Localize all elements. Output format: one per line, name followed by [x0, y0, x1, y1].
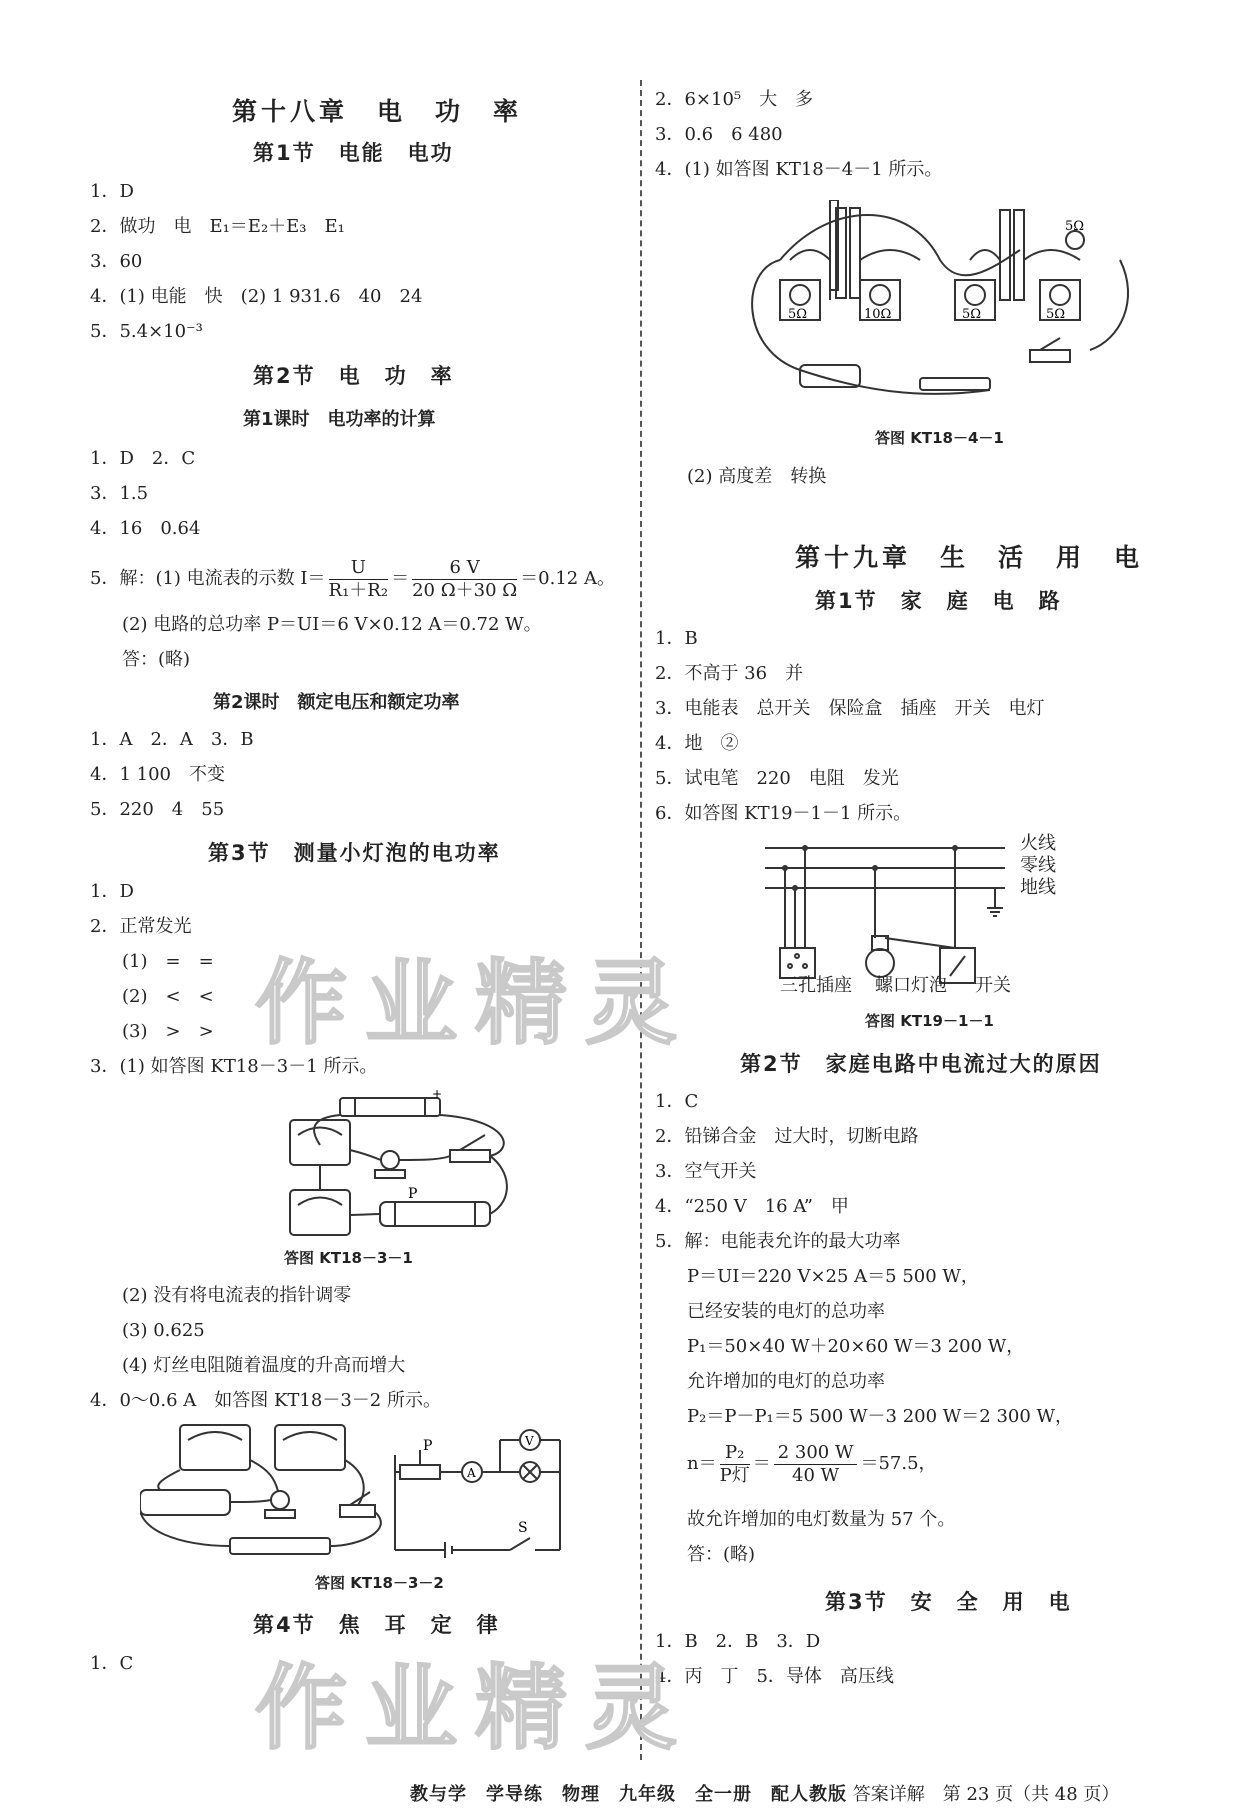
answer-line: 1．A 2．A 3．B — [90, 729, 254, 750]
answer-line: 3．60 — [90, 251, 143, 272]
answer-line: 4．(1) 电能 快 (2) 1 931.6 40 24 — [90, 286, 423, 307]
answer-line: 3．(1) 如答图 KT18－3－1 所示。 — [90, 1056, 378, 1077]
fraction: $\frac{2 300 W}{40 W}$ — [774, 1442, 858, 1487]
answer-line: (2) 电路的总功率 P＝UI＝6 V×0.12 A＝0.72 W。 — [122, 614, 542, 635]
answer-line: 1．C — [655, 1091, 699, 1112]
figure-caption: 答图 KT19－1－1 — [865, 1012, 994, 1030]
answer-line: 5．5.4×10⁻³ — [90, 321, 203, 342]
answer-line: (4) 灯丝电阻随着温度的升高而增大 — [122, 1355, 406, 1376]
answer-line: 4．丙 丁 5．导体 高压线 — [655, 1666, 894, 1687]
answer-line: 1．C — [90, 1653, 134, 1674]
formula-line: 5．解：(1) 电流表的示数 I＝ $\frac{U}{\text{R₁＋R₂}}$ ＝ $\frac{6 V}{20 \Omega+30 \Omega}$ ＝0.12 A。 — [90, 556, 615, 601]
answer-line: (1) = = — [122, 951, 214, 972]
ground-wire-label: 地线 — [1020, 877, 1056, 898]
socket-label: 三孔插座 — [780, 975, 852, 996]
answer-line: 2．6×10⁵ 大 多 — [655, 89, 814, 110]
formula-line: n＝ $\frac{\text{P₂}}{\text{P灯}}$ ＝ $\frac{2 300 W}{40 W}$ ＝57.5， — [687, 1441, 937, 1486]
answer-line: 3．1.5 — [90, 483, 149, 504]
answer-line: 3．空气开关 — [655, 1161, 757, 1182]
svg-text:+: + — [432, 1090, 443, 1101]
answer-line: 1．D — [90, 881, 134, 902]
slider-label: P — [408, 1186, 418, 1202]
section-3-title: 第3节 测量小灯泡的电功率 — [208, 841, 501, 865]
section-1-title: 第1节 电能 电功 — [253, 141, 454, 165]
answer-line: 答：(略) — [122, 649, 191, 670]
answer-line: (2) 高度差 转换 — [687, 466, 827, 487]
svg-text:V: V — [525, 1434, 534, 1448]
section-4-title: 第4节 焦 耳 定 律 — [253, 1613, 500, 1637]
answer-line: 1．D — [90, 181, 134, 202]
answer-line: (3) > > — [122, 1021, 214, 1042]
answer-line: 5．试电笔 220 电阻 发光 — [655, 768, 899, 789]
answer-line: 1．D 2．C — [90, 448, 196, 469]
figure-caption: 答图 KT18－3－1 — [284, 1249, 413, 1267]
watermark: 作业精灵 — [255, 1655, 696, 1762]
answer-line: (2) 没有将电流表的指针调零 — [122, 1285, 352, 1306]
circuit-figure-kt18-3-1 — [280, 1090, 540, 1240]
answer-line: P₂＝P－P₁＝5 500 W－3 200 W＝2 300 W， — [687, 1406, 1074, 1427]
book-title: 教与学 学导练 物理 九年级 全一册 配人教版 — [410, 1784, 847, 1805]
answer-line: P＝UI＝220 V×25 A＝5 500 W， — [687, 1266, 979, 1287]
column-divider — [640, 80, 642, 1760]
answer-line: 2．做功 电 E₁＝E₂＋E₃ E₁ — [90, 216, 345, 237]
answer-line: 1．B 2．B 3．D — [655, 1631, 821, 1652]
answer-line: 2．正常发光 — [90, 916, 192, 937]
live-wire-label: 火线 — [1020, 833, 1056, 854]
answer-line: 2．不高于 36 并 — [655, 663, 804, 684]
answer-line: 答：(略) — [687, 1544, 756, 1565]
figure-caption: 答图 KT18－4－1 — [875, 429, 1004, 447]
svg-text:S: S — [518, 1520, 528, 1536]
svg-text:5Ω: 5Ω — [1065, 219, 1085, 234]
fraction: $\frac{6 V}{20 \Omega+30 \Omega}$ — [412, 556, 518, 601]
answer-line: 4．0～0.6 A 如答图 KT18－3－2 所示。 — [90, 1390, 441, 1411]
answer-line: 允许增加的电灯的总功率 — [687, 1371, 885, 1392]
svg-text:10Ω: 10Ω — [864, 307, 892, 322]
section-2-title: 第2节 家庭电路中电流过大的原因 — [740, 1052, 1102, 1076]
page-info: 答案详解 第 23 页（共 48 页） — [852, 1784, 1120, 1805]
answer-line: 5．220 4 55 — [90, 799, 225, 820]
answer-line: 4．1 100 不变 — [90, 764, 225, 785]
answer-line: 4．地 ② — [655, 733, 739, 754]
section-3-title: 第3节 安 全 用 电 — [825, 1590, 1072, 1614]
svg-text:5Ω: 5Ω — [962, 307, 982, 322]
lesson-1-title: 第1课时 电功率的计算 — [243, 409, 436, 430]
fraction: $\frac{U}{\text{R₁＋R₂}}$ — [328, 556, 389, 601]
answer-line: 故允许增加的电灯数量为 57 个。 — [687, 1509, 956, 1530]
answer-line: 6．如答图 KT19－1－1 所示。 — [655, 803, 912, 824]
circuit-figure-kt18-3-2 — [140, 1420, 620, 1560]
svg-text:5Ω: 5Ω — [788, 307, 808, 322]
switch-label: 开关 — [975, 975, 1011, 996]
answer-line: (2) < < — [122, 986, 214, 1007]
fraction: $\frac{\text{P₂}}{\text{P灯}}$ — [719, 1441, 750, 1486]
lesson-2-title: 第2课时 额定电压和额定功率 — [213, 692, 460, 713]
page-footer — [410, 1780, 1119, 1806]
svg-text:P: P — [423, 1438, 433, 1454]
section-1-title: 第1节 家 庭 电 路 — [815, 589, 1062, 613]
bulb-label: 螺口灯泡 — [875, 975, 947, 996]
answer-line: 1．B — [655, 628, 698, 649]
answer-line: 4．“250 V 16 A” 甲 — [655, 1196, 849, 1217]
answer-line: (3) 0.625 — [122, 1320, 205, 1341]
neutral-wire-label: 零线 — [1020, 855, 1056, 876]
answer-line: 4．16 0.64 — [90, 518, 201, 539]
watermark: 作业精灵 — [255, 950, 696, 1057]
answer-line: 3．0.6 6 480 — [655, 124, 783, 145]
svg-text:5Ω: 5Ω — [1046, 307, 1066, 322]
answer-line: 5．解：电能表允许的最大功率 — [655, 1231, 901, 1252]
answer-line: 4．(1) 如答图 KT18－4－1 所示。 — [655, 159, 943, 180]
chapter-18-title: 第十八章 电 功 率 — [232, 97, 523, 126]
answer-line: P₁＝50×40 W＋20×60 W＝3 200 W， — [687, 1336, 1025, 1357]
answer-line: 2．铅锑合金 过大时，切断电路 — [655, 1126, 919, 1147]
svg-text:A: A — [467, 1466, 476, 1480]
answer-line: 已经安装的电灯的总功率 — [687, 1301, 885, 1322]
chapter-19-title: 第十九章 生 活 用 电 — [795, 543, 1144, 572]
answer-line: 3．电能表 总开关 保险盒 插座 开关 电灯 — [655, 698, 1045, 719]
section-2-title: 第2节 电 功 率 — [253, 364, 454, 388]
figure-caption: 答图 KT18－3－2 — [315, 1574, 444, 1592]
joule-experiment-figure — [740, 200, 1140, 410]
